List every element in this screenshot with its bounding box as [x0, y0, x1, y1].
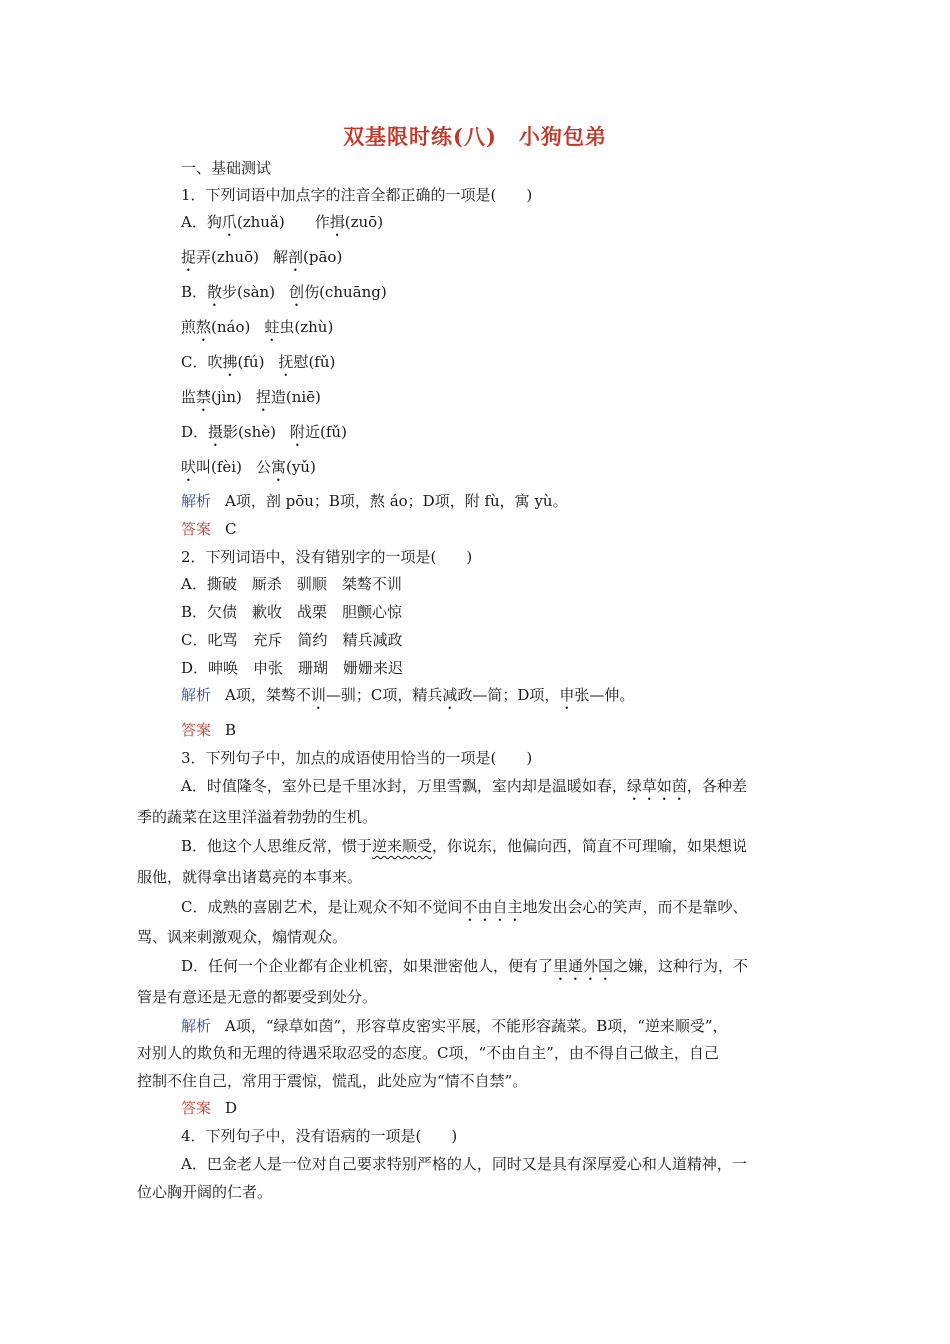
- q3-option-b-line1: B．他这个人思维反常，惯于逆来顺受，你说东，他偏向西，简直不可理喻，如果想说: [181, 837, 748, 855]
- q1-answer: 答案 C: [181, 520, 237, 538]
- q1-option-b-line2: 煎熬(náo) 蛀虫(zhù): [181, 318, 334, 336]
- q2-answer: 答案 B: [181, 721, 237, 739]
- q3-option-d-line1: D．任何一个企业都有企业机密，如果泄密他人，便有了里通外国之嫌，这种行为，不: [181, 957, 749, 975]
- q3-option-d-line2: 管是有意还是无意的都要受到处分。: [137, 988, 378, 1006]
- q3-option-c-line2: 骂、讽来刺激观众，煽情观众。: [137, 928, 348, 946]
- q2-analysis: 解析 A项，桀骜不训—驯；C项，精兵减政—简；D项，申张—伸。: [181, 686, 635, 704]
- q3-option-a-line1: A．时值隆冬，室外已是千里冰封，万里雪飘，室内却是温暖如春，绿草如茵，各种差: [181, 777, 747, 795]
- q1-option-c-line2: 监禁(jìn) 捏造(niē): [181, 388, 321, 406]
- q1-option-d-line2: 吠叫(fèi) 公寓(yǔ): [181, 458, 316, 476]
- analysis-label: 解析: [181, 1017, 212, 1035]
- analysis-label: 解析: [181, 686, 212, 704]
- q1-option-a-line1: A．狗爪(zhuǎ) 作揖(zuō): [181, 213, 384, 231]
- q2-stem: 2．下列词语中，没有错别字的一项是( ): [181, 548, 473, 566]
- q3-option-b-line2: 服他，就得拿出诸葛亮的本事来。: [137, 868, 363, 886]
- answer-label: 答案: [181, 520, 212, 538]
- q2-option-d: D．呻唤 申张 珊瑚 姗姗来迟: [181, 659, 404, 677]
- q3-option-c-line1: C．成熟的喜剧艺术，是让观众不知不觉间不由自主地发出会心的笑声，而不是靠吵、: [181, 898, 748, 916]
- answer-label: 答案: [181, 721, 212, 739]
- q1-stem: 1．下列词语中加点字的注音全都正确的一项是( ): [181, 186, 533, 204]
- q3-answer: 答案 D: [181, 1099, 238, 1117]
- q4-stem: 4．下列句子中，没有语病的一项是( ): [181, 1127, 458, 1145]
- q3-analysis-line3: 控制不住自己，常用于震惊，慌乱，此处应为“情不自禁”。: [137, 1072, 528, 1090]
- q1-option-c-line1: C．吹拂(fú) 抚慰(fǔ): [181, 353, 336, 371]
- q1-analysis: 解析 A项，剖 pōu；B项，熬 áo；D项，附 fù，寓 yù。: [181, 492, 568, 510]
- q3-analysis-line1: 解析 A项，“绿草如茵”，形容草皮密实平展，不能形容蔬菜。B项，“逆来顺受”，: [181, 1017, 728, 1035]
- answer-label: 答案: [181, 1099, 212, 1117]
- section-heading: 一、基础测试: [181, 159, 272, 177]
- q1-option-b-line1: B．散步(sàn) 创伤(chuāng): [181, 283, 387, 301]
- page-title: 双基限时练(八) 小狗包弟: [343, 124, 607, 149]
- q1-option-a-line2: 捉弄(zhuō) 解剖(pāo): [181, 248, 343, 266]
- q4-option-a-line1: A．巴金老人是一位对自己要求特别严格的人，同时又是具有深厚爱心和人道精神，一: [181, 1155, 747, 1173]
- q2-option-c: C．叱骂 充斥 简约 精兵减政: [181, 631, 403, 649]
- q4-option-a-line2: 位心胸开阔的仁者。: [137, 1183, 273, 1201]
- q2-option-b: B．欠债 歉收 战栗 胆颤心惊: [181, 603, 403, 621]
- q3-analysis-line2: 对别人的欺负和无理的待遇采取忍受的态度。C项，“不由自主”，由不得自己做主，自己: [137, 1044, 719, 1062]
- analysis-label: 解析: [181, 492, 212, 510]
- q3-stem: 3．下列句子中，加点的成语使用恰当的一项是( ): [181, 749, 533, 767]
- q3-option-a-line2: 季的蔬菜在这里洋溢着勃勃的生机。: [137, 808, 378, 826]
- q1-option-d-line1: D．摄影(shè) 附近(fǔ): [181, 423, 347, 441]
- q2-option-a: A．撕破 厮杀 驯顺 桀骜不训: [181, 575, 402, 593]
